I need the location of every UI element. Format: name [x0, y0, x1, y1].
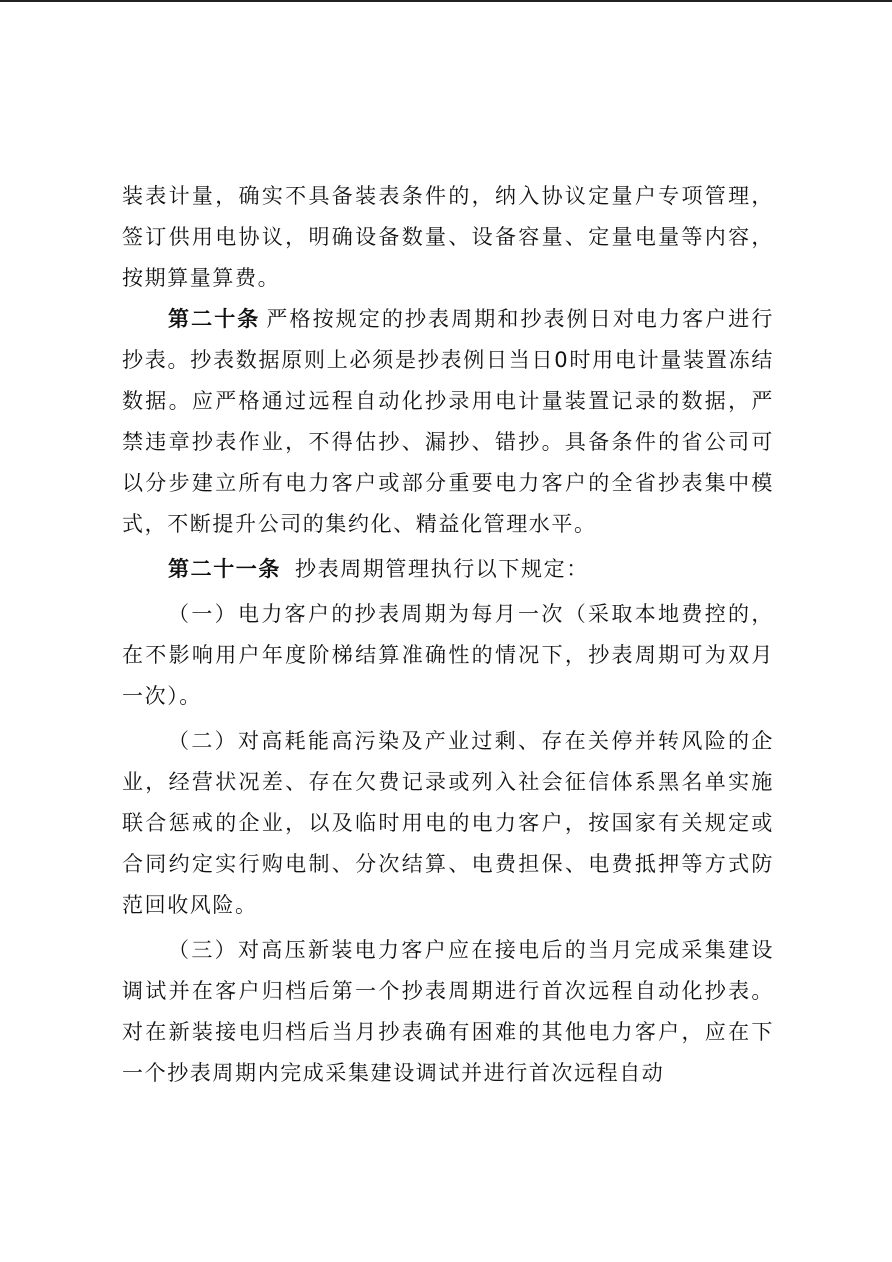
paragraph-item-2: （二）对高耗能高污染及产业过剩、存在关停并转风险的企业，经营状况差、存在欠费记录或列入社会征信体系黑名单实施联合惩戒的企业，以及临时用电的电力客户，按国家有关规定或合同约定实行购电制、分次结算、电费担保、电费抵押等方式防范回收风险。 — [122, 729, 774, 917]
document-body — [122, 176, 774, 1094]
paragraph-continuation: 装表计量，确实不具备装表条件的，纳入协议定量户专项管理，签订供用电协议，明确设备数量、设备容量、定量电量等内容，按期算量算费。 — [122, 184, 774, 290]
article-heading-21: 第二十一条 — [168, 557, 281, 581]
paragraph-item-3: （三）对高压新装电力客户应在接电后的当月完成采集建设调试并在客户归档后第一个抄表周期进行首次远程自动化抄表。对在新装接电归档后当月抄表确有困难的其他电力客户，应在下一个抄表周期内完成采集建设调试并进行首次远程自动 — [122, 938, 774, 1085]
paragraph-item-1: （一）电力客户的抄表周期为每月一次（采取本地费控的，在不影响用户年度阶梯结算准确性的情况下，抄表周期可为双月一次）。 — [122, 602, 774, 708]
paragraph-article-20 — [122, 299, 774, 545]
page-top-border — [0, 0, 892, 2]
article-21-text: 抄表周期管理执行以下规定： — [295, 557, 589, 581]
article-20-text: 严格按规定的抄表周期和抄表例日对电力客户进行抄表。抄表数据原则上必须是抄表例日当日0时用电计量装置冻结数据。应严格通过远程自动化抄录用电计量装置记录的数据，严禁违章抄表作业，不得估抄、漏抄、错抄。具备条件的省公司可以分步建立所有电力客户或部分重要电力客户的全省抄表集中模式，不断提升公司的集约化、精益化管理水平。 — [122, 307, 774, 536]
article-heading-20: 第二十条 — [168, 307, 261, 331]
paragraph-article-21 — [122, 549, 774, 590]
